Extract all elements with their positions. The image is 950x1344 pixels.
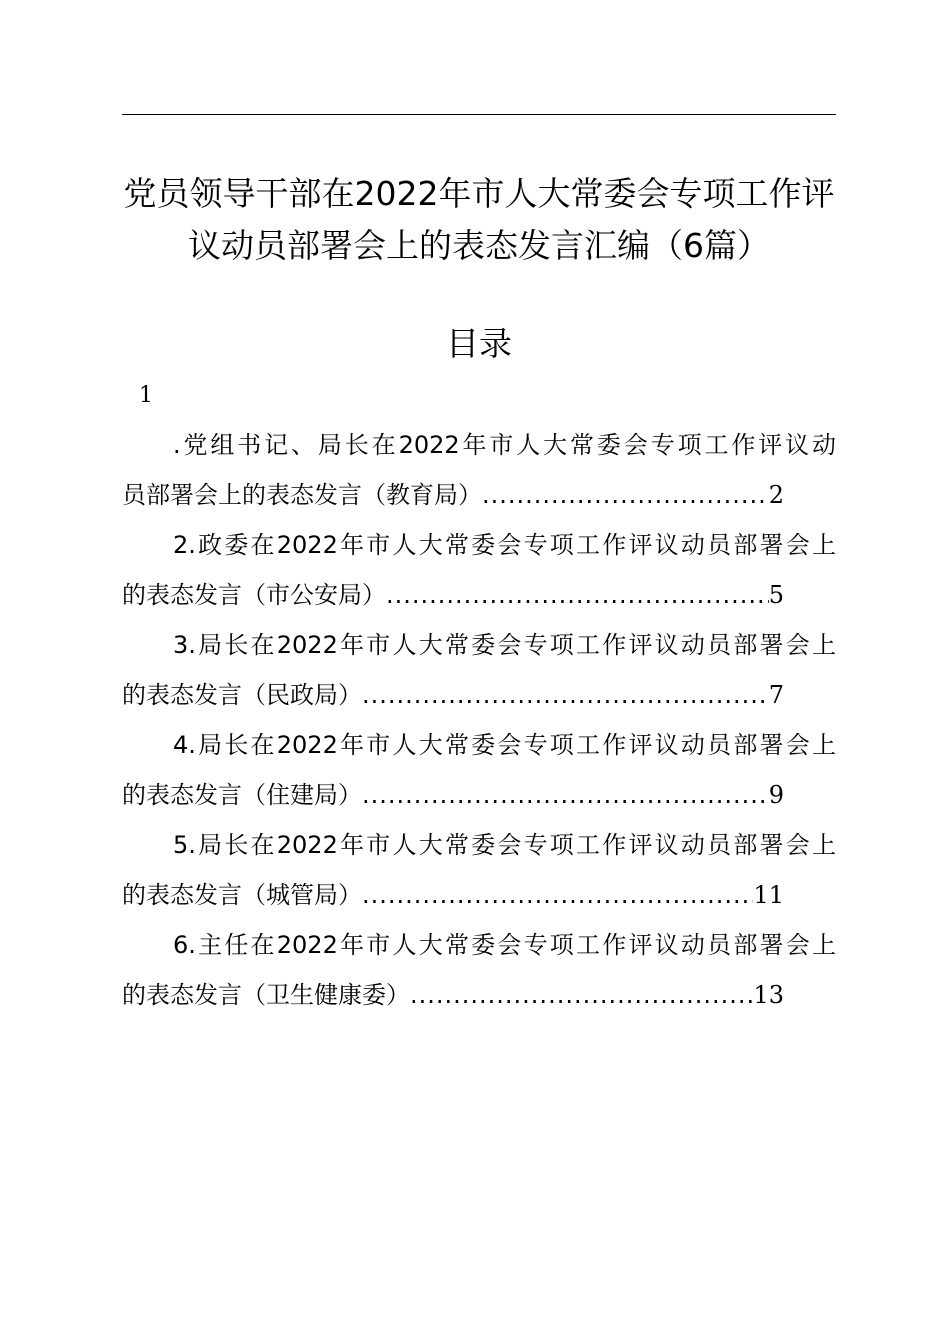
toc-entry-continuation <box>122 470 784 520</box>
stray-number: 1 <box>139 383 153 408</box>
toc-entry[interactable] <box>122 820 836 920</box>
toc-entry-title: 3.局长在2022年市人大常委会专项工作评议动员部署会上 <box>173 631 836 659</box>
toc-entry[interactable] <box>122 720 836 820</box>
document-title: 党员领导干部在2022年市人大常委会专项工作评议动员部署会上的表态发言汇编（6篇） <box>123 174 835 265</box>
toc-page-number: 2 <box>768 481 784 509</box>
dot-leader <box>362 670 769 720</box>
dot-leader <box>482 470 769 520</box>
toc-entry-title-cont: 的表态发言（卫生健康委） <box>122 981 410 1009</box>
table-of-contents <box>122 420 836 1020</box>
toc-heading: 目录 <box>446 324 512 363</box>
dot-leader <box>410 970 753 1020</box>
header-rule <box>122 114 836 115</box>
toc-entry-continuation <box>122 670 784 720</box>
toc-page-number: 7 <box>768 681 784 709</box>
toc-entry-continuation <box>122 570 784 620</box>
toc-entry-title-cont: 的表态发言（住建局） <box>122 781 362 809</box>
dot-leader <box>362 770 769 820</box>
toc-entry-continuation <box>122 770 784 820</box>
toc-page-number: 5 <box>768 581 784 609</box>
toc-entry[interactable] <box>122 520 836 620</box>
toc-entry-title: 6.主任在2022年市人大常委会专项工作评议动员部署会上 <box>173 931 836 959</box>
toc-entry[interactable] <box>122 620 836 720</box>
toc-entry-title: 5.局长在2022年市人大常委会专项工作评议动员部署会上 <box>173 831 836 859</box>
toc-entry[interactable] <box>122 420 836 520</box>
toc-entry-continuation <box>122 970 784 1020</box>
toc-entry-title-cont: 的表态发言（城管局） <box>122 881 362 909</box>
toc-entry-continuation <box>122 870 784 920</box>
toc-page-number: 13 <box>753 981 784 1009</box>
toc-page-number: 9 <box>768 781 784 809</box>
toc-entry-title-cont: 的表态发言（民政局） <box>122 681 362 709</box>
dot-leader <box>362 870 753 920</box>
toc-entry-title: 2.政委在2022年市人大常委会专项工作评议动员部署会上 <box>173 531 836 559</box>
dot-leader <box>386 570 769 620</box>
toc-entry[interactable] <box>122 920 836 1020</box>
toc-page-number: 11 <box>753 881 784 909</box>
toc-entry-title-cont: 的表态发言（市公安局） <box>122 581 386 609</box>
toc-entry-title: 4.局长在2022年市人大常委会专项工作评议动员部署会上 <box>173 731 836 759</box>
toc-entry-title-cont: 员部署会上的表态发言（教育局） <box>122 481 482 509</box>
toc-entry-title: .党组书记、局长在2022年市人大常委会专项工作评议动 <box>173 431 836 459</box>
